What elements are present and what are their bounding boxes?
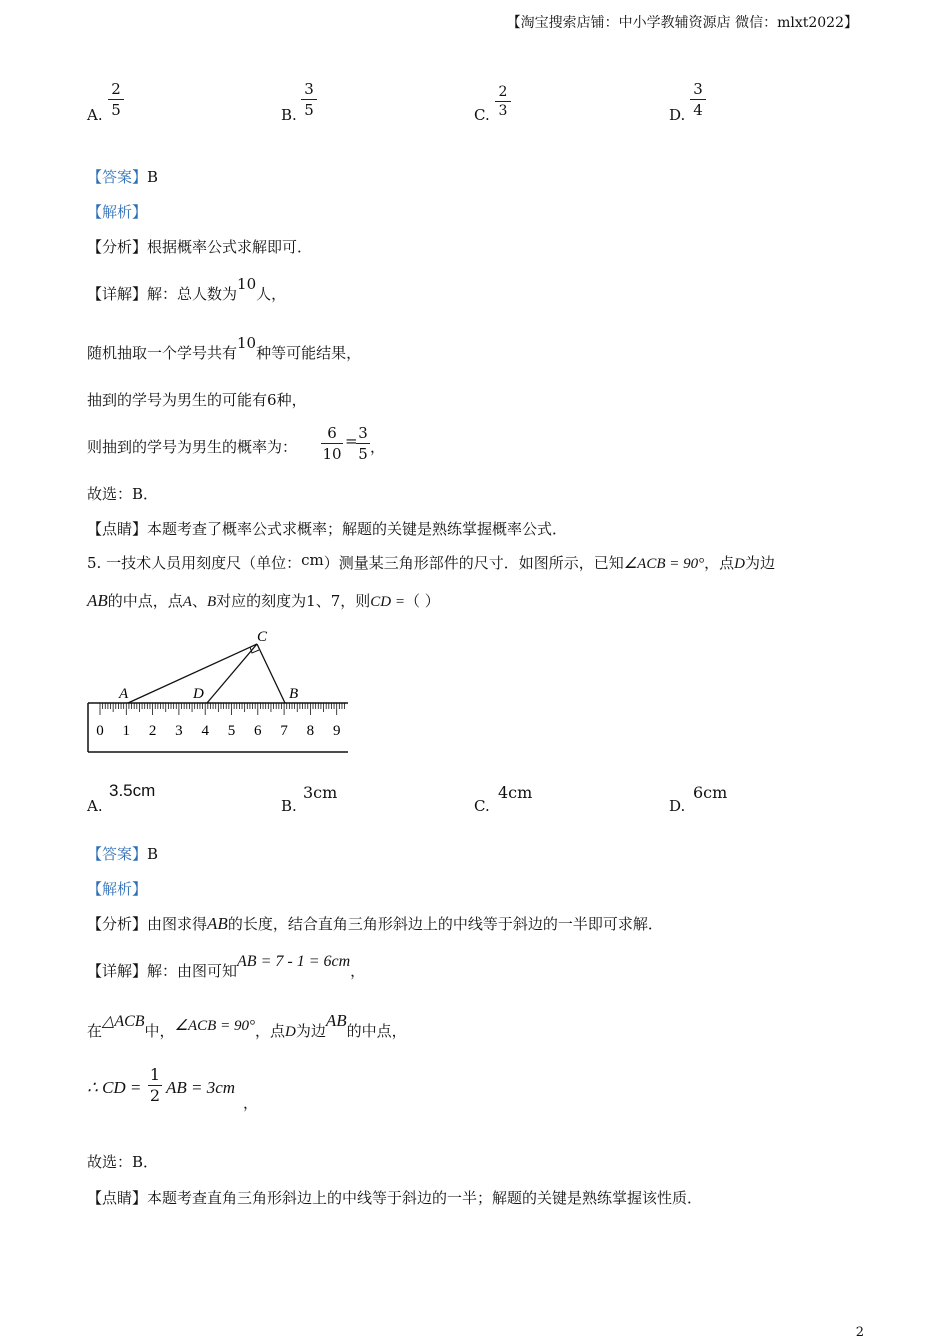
q4-analysis-tag: 【解析】 <box>87 203 148 221</box>
q4-option-b-fraction: 3 5 <box>301 80 317 119</box>
q4-step4-fraction-1: 6 10 <box>322 424 342 463</box>
q4-option-d-fraction: 3 4 <box>690 80 706 119</box>
segment-cd <box>207 644 257 703</box>
ruler-tick-labels <box>96 723 340 739</box>
label-c: C <box>257 629 268 645</box>
q5-option-a-letter: A. <box>87 797 103 815</box>
label-a: A <box>119 686 129 702</box>
q4-fenxi: 【分析】根据概率公式求解即可． <box>87 238 313 256</box>
ruler-ticks <box>100 703 345 715</box>
q5-step3-half: 1 2 <box>149 1065 161 1105</box>
page-header: 【淘宝搜索店铺：中小学教辅资源店 微信：mlxt2022】 <box>506 15 858 31</box>
q5-option-a-value: 3.5cm <box>109 781 156 800</box>
q4-detail-step2: 随机抽取一个学号共有10种等可能结果， <box>87 334 362 362</box>
q5-option-c-value: 4cm <box>498 783 533 802</box>
ruler-tick-label: 6 <box>254 723 262 739</box>
q4-step4-fraction-2: 3 5 <box>356 424 370 463</box>
q4-option-c-letter: C. <box>474 106 490 124</box>
ruler-triangle-figure <box>80 620 360 760</box>
ruler-tick-label: 4 <box>201 723 209 739</box>
q5-answer: 【答案】B <box>87 845 159 863</box>
q5-option-b-value: 3cm <box>303 783 338 802</box>
triangle <box>128 644 285 703</box>
q4-option-a-fraction: 2 5 <box>108 80 124 119</box>
q4-step4-equals: = <box>345 432 358 450</box>
q5-option-b-letter: B. <box>281 797 297 815</box>
ruler-tick-label: 0 <box>96 723 104 739</box>
q5-stem-line2: AB的中点，点A、B对应的刻度为1、7，则CD =（ ） <box>87 591 440 610</box>
q4-option-b-letter: B. <box>281 106 297 124</box>
q4-detail-step1: 【详解】解：总人数为10人， <box>87 275 287 303</box>
q4-option-d-letter: D. <box>669 106 686 124</box>
q4-option-c-fraction: 2 3 <box>495 84 511 119</box>
q4-option-a-letter: A. <box>87 106 103 124</box>
q4-answer: 【答案】B <box>87 168 159 186</box>
q5-option-d-value: 6cm <box>693 783 728 802</box>
q5-analysis-tag: 【解析】 <box>87 880 148 898</box>
q5-detail-step1: 【详解】解：由图可知AB = 7 - 1 = 6cm， <box>87 953 366 980</box>
q4-detail-step4-text: 则抽到的学号为男生的概率为： <box>87 438 298 456</box>
q4-choose: 故选：B． <box>87 485 159 503</box>
q5-step3-rhs: AB = 3cm <box>166 1078 236 1097</box>
q4-dianjing: 【点睛】本题考查了概率公式求概率；解题的关键是熟练掌握概率公式． <box>87 520 568 538</box>
ruler-tick-label: 2 <box>148 723 157 739</box>
page-number: 2 <box>855 1325 864 1340</box>
q5-dianjing: 【点睛】本题考查直角三角形斜边上的中线等于斜边的一半；解题的关键是熟练掌握该性质． <box>87 1189 703 1207</box>
ruler-tick-label: 1 <box>122 723 131 739</box>
ruler-tick-label: 8 <box>306 723 315 739</box>
q5-choose: 故选：B． <box>87 1153 159 1171</box>
q5-step3-lhs: ∴ CD = <box>87 1078 142 1097</box>
q5-fenxi: 【分析】由图求得AB的长度，结合直角三角形斜边上的中线等于斜边的一半即可求解． <box>87 914 663 933</box>
q5-option-c-letter: C. <box>474 797 490 815</box>
ruler-tick-label: 3 <box>175 723 183 739</box>
ruler-tick-label: 7 <box>280 723 288 739</box>
q5-step3-end: ， <box>243 1094 259 1112</box>
ruler-tick-label: 5 <box>227 723 236 739</box>
label-d: D <box>193 686 204 702</box>
q5-stem-line1: 5. 一技术人员用刻度尺（单位：cm）测量某三角形部件的尺寸．如图所示，已知∠ACB = 90°，点D为边 <box>87 551 776 572</box>
label-b: B <box>289 686 299 702</box>
q5-option-d-letter: D. <box>669 797 686 815</box>
q4-step4-end: ， <box>370 438 386 456</box>
ruler <box>88 703 348 752</box>
q4-detail-step3: 抽到的学号为男生的可能有6种， <box>87 391 307 409</box>
segment-cb <box>257 644 285 703</box>
ruler-tick-label: 9 <box>332 723 341 739</box>
q5-detail-step2: 在△ACB中，∠ACB = 90°，点D为边AB的中点， <box>87 1011 407 1040</box>
